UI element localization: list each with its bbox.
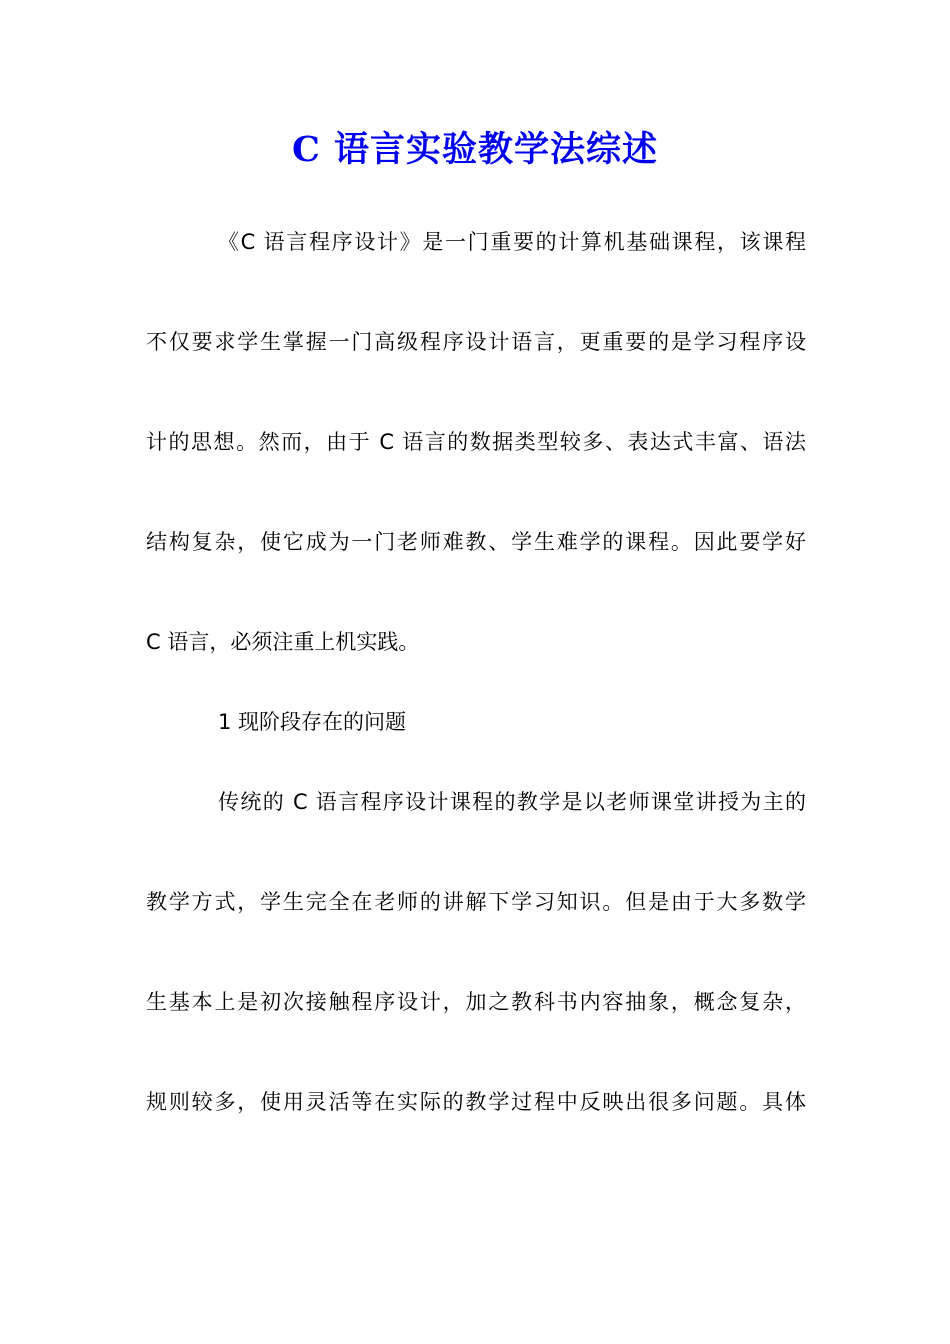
paragraph-line: 《C 语言程序设计》是一门重要的计算机基础课程，该课程 (218, 230, 806, 254)
paragraph-line: 规则较多，使用灵活等在实际的教学过程中反映出很多问题。具体 (146, 1090, 806, 1114)
section-heading: 1 现阶段存在的问题 (218, 710, 407, 734)
paragraph-line: 结构复杂，使它成为一门老师难教、学生难学的课程。因此要学好 (146, 530, 806, 554)
paragraph-line: C 语言，必须注重上机实践。 (146, 630, 420, 654)
paragraph-line: 不仅要求学生掌握一门高级程序设计语言，更重要的是学习程序设 (146, 330, 806, 354)
paragraph-line: 计的思想。然而，由于 C 语言的数据类型较多、表达式丰富、语法 (146, 430, 806, 454)
paragraph-line: 传统的 C 语言程序设计课程的教学是以老师课堂讲授为主的 (218, 790, 806, 814)
paragraph-line: 教学方式，学生完全在老师的讲解下学习知识。但是由于大多数学 (146, 890, 806, 914)
document-title: C 语言实验教学法综述 (291, 129, 659, 170)
paragraph-line: 生基本上是初次接触程序设计，加之教科书内容抽象，概念复杂， (146, 990, 806, 1014)
